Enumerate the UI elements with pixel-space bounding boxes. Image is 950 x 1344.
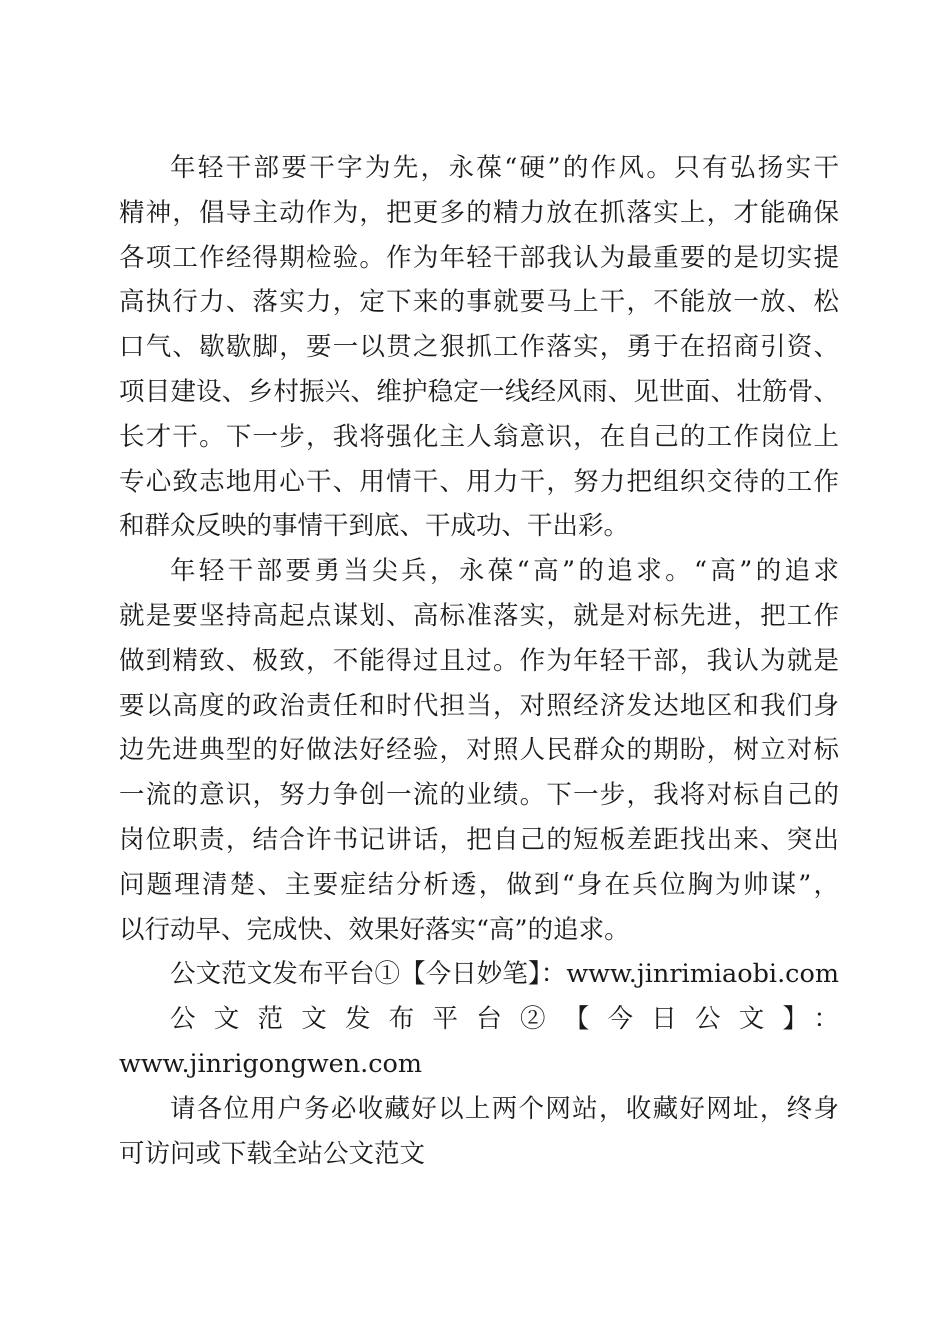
paragraph-2-line-8: 问题理清楚、主要症结分析透，做到“身在兵位胸为帅谋”， [119, 869, 839, 900]
paragraph-2-line-5: 边先进典型的好做法好经验，对照人民群众的期盼，树立对标 [119, 735, 839, 766]
notice-line-1: 请各位用户务必收藏好以上两个网站，收藏好网址，终身 [170, 1093, 839, 1124]
paragraph-2-line-1: 年轻干部要勇当尖兵，永葆“高”的追求。“高”的追求 [170, 556, 839, 587]
platform-2-url: www.jinrigongwen.com [119, 1048, 423, 1079]
platform-2-line: 公文范文发布平台②【今日公文】： [170, 1004, 839, 1035]
paragraph-2-line-2: 就是要坚持高起点谋划、高标准落实，就是对标先进，把工作 [119, 600, 839, 631]
paragraph-1-line-1: 年轻干部要干字为先，永葆“硬”的作风。只有弘扬实干 [170, 153, 839, 183]
paragraph-1-line-2: 精神，倡导主动作为，把更多的精力放在抓落实上，才能确保 [119, 197, 839, 228]
document-body [119, 146, 839, 1176]
paragraph-2-line-6: 一流的意识，努力争创一流的业绩。下一步，我将对标自己的 [119, 780, 839, 811]
paragraph-2-line-9: 以行动早、完成快、效果好落实“高”的追求。 [119, 914, 630, 945]
paragraph-1-line-3: 各项工作经得期检验。作为年轻干部我认为最重要的是切实提 [119, 242, 839, 273]
platform-1-line: 公文范文发布平台①【今日妙笔】：www.jinrimiaobi.com [170, 959, 839, 990]
paragraph-1-line-4: 高执行力、落实力，定下来的事就要马上干，不能放一放、松 [119, 287, 839, 318]
paragraph-1-line-5: 口气、歇歇脚，要一以贯之狠抓工作落实，勇于在招商引资、 [119, 332, 839, 363]
paragraph-2-line-7: 岗位职责，结合许书记讲话，把自己的短板差距找出来、突出 [119, 824, 839, 855]
paragraph-2-line-4: 要以高度的政治责任和时代担当，对照经济发达地区和我们身 [119, 690, 839, 721]
paragraph-1-line-6: 项目建设、乡村振兴、维护稳定一线经风雨、见世面、壮筋骨、 [119, 376, 839, 407]
paragraph-1-line-7: 长才干。下一步，我将强化主人翁意识，在自己的工作岗位上 [119, 421, 839, 452]
paragraph-1-line-9: 和群众反映的事情干到底、干成功、干出彩。 [119, 511, 630, 542]
notice-line-2: 可访问或下载全站公文范文 [119, 1138, 426, 1169]
paragraph-1-line-8: 专心致志地用心干、用情干、用力干，努力把组织交待的工作 [119, 466, 839, 497]
paragraph-2-line-3: 做到精致、极致，不能得过且过。作为年轻干部，我认为就是 [119, 645, 839, 676]
